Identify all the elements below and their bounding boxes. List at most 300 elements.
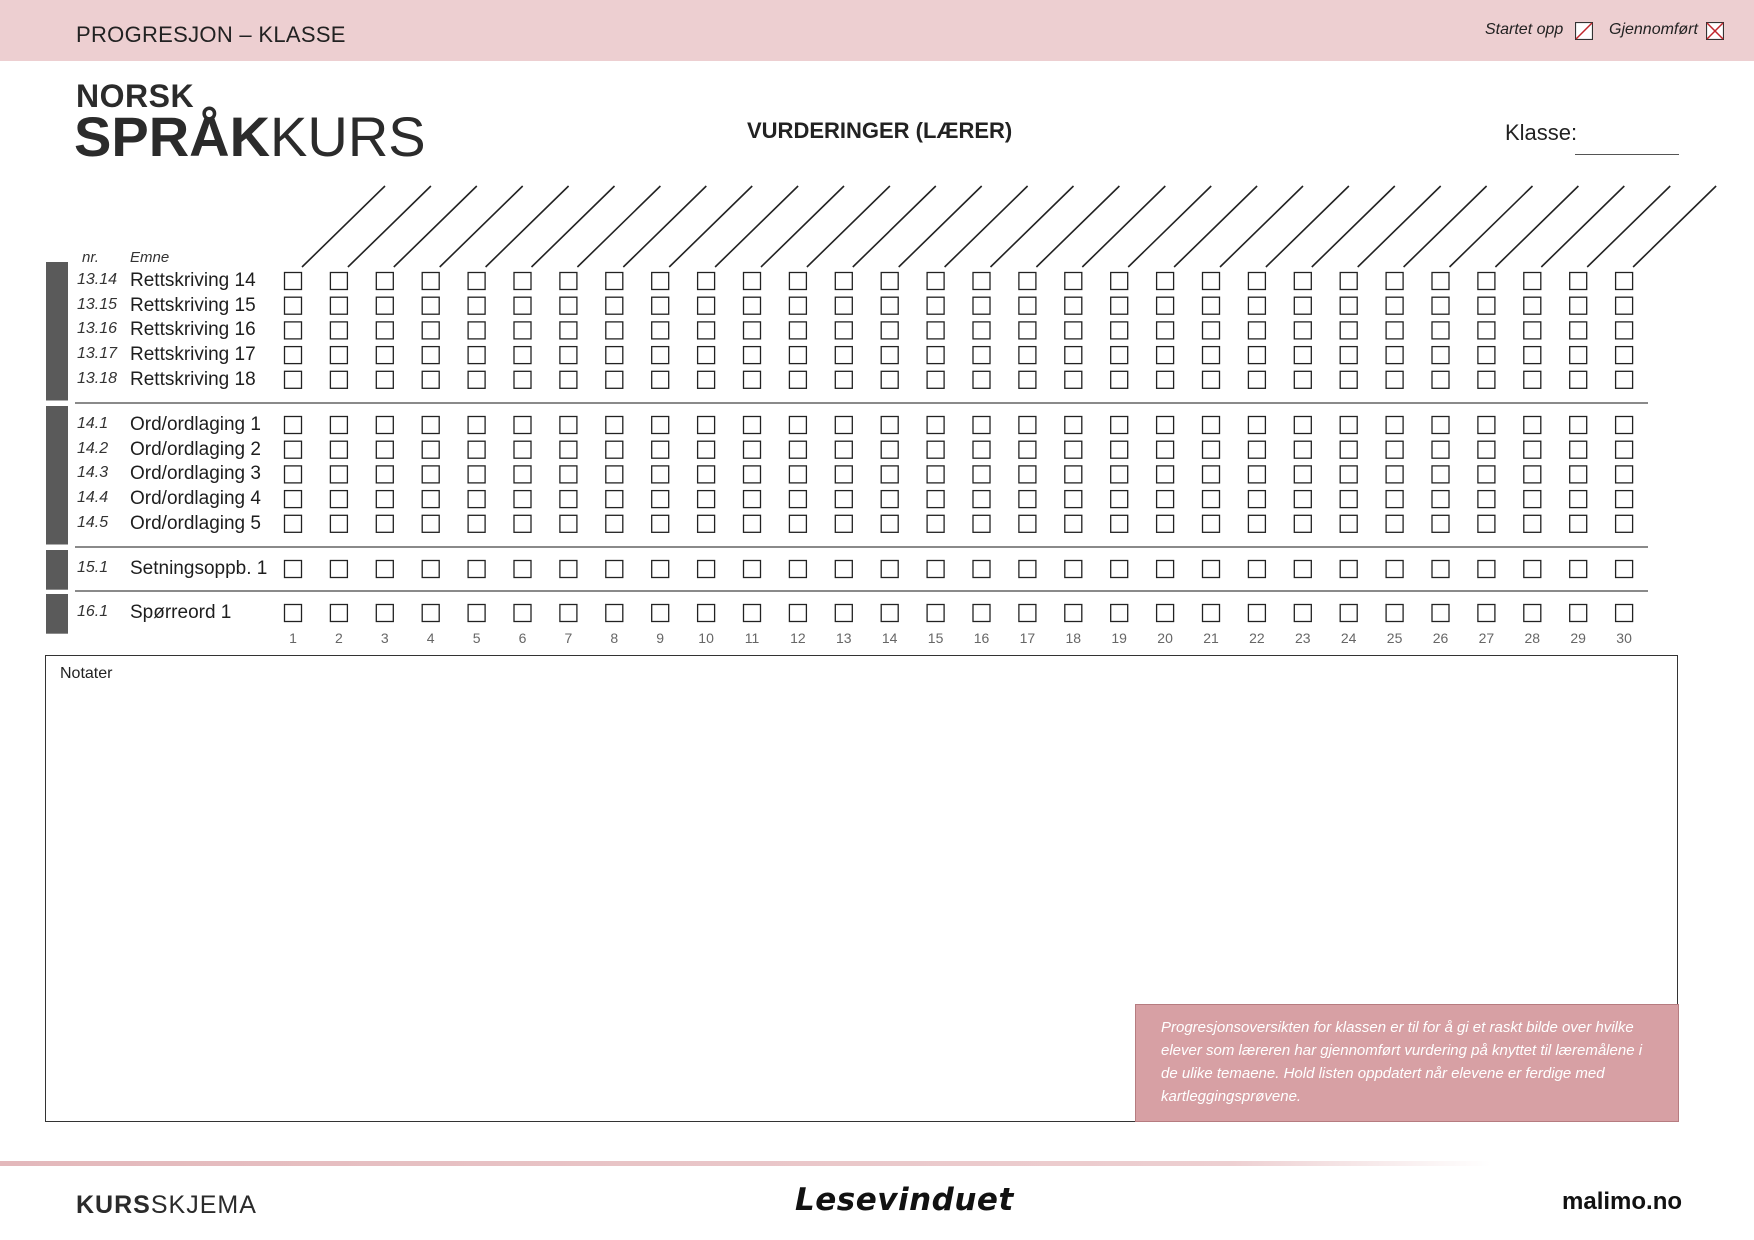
assessment-checkbox[interactable] <box>514 466 531 483</box>
assessment-checkbox[interactable] <box>606 322 623 339</box>
assessment-checkbox[interactable] <box>1065 466 1082 483</box>
assessment-checkbox[interactable] <box>835 441 852 458</box>
assessment-checkbox[interactable] <box>1524 347 1541 364</box>
assessment-checkbox[interactable] <box>1432 466 1449 483</box>
assessment-checkbox[interactable] <box>1340 441 1357 458</box>
assessment-checkbox[interactable] <box>835 297 852 314</box>
column-header-slash[interactable] <box>1358 186 1441 267</box>
assessment-checkbox[interactable] <box>1386 371 1403 388</box>
assessment-checkbox[interactable] <box>285 466 302 483</box>
assessment-checkbox[interactable] <box>330 491 347 508</box>
column-header-slash[interactable] <box>532 186 615 267</box>
assessment-checkbox[interactable] <box>1203 417 1220 434</box>
column-header-slash[interactable] <box>1082 186 1165 267</box>
assessment-checkbox[interactable] <box>1019 441 1036 458</box>
assessment-checkbox[interactable] <box>422 371 439 388</box>
column-header-slash[interactable] <box>761 186 844 267</box>
assessment-checkbox[interactable] <box>1248 273 1265 290</box>
assessment-checkbox[interactable] <box>1340 605 1357 622</box>
assessment-checkbox[interactable] <box>1248 322 1265 339</box>
assessment-checkbox[interactable] <box>514 417 531 434</box>
assessment-checkbox[interactable] <box>1570 297 1587 314</box>
assessment-checkbox[interactable] <box>744 441 761 458</box>
assessment-checkbox[interactable] <box>1019 561 1036 578</box>
assessment-checkbox[interactable] <box>835 491 852 508</box>
assessment-checkbox[interactable] <box>468 605 485 622</box>
assessment-checkbox[interactable] <box>1616 515 1633 532</box>
assessment-checkbox[interactable] <box>514 515 531 532</box>
assessment-checkbox[interactable] <box>330 441 347 458</box>
assessment-checkbox[interactable] <box>789 347 806 364</box>
assessment-checkbox[interactable] <box>973 371 990 388</box>
assessment-checkbox[interactable] <box>1111 371 1128 388</box>
assessment-checkbox[interactable] <box>927 371 944 388</box>
assessment-checkbox[interactable] <box>285 491 302 508</box>
assessment-checkbox[interactable] <box>789 515 806 532</box>
assessment-checkbox[interactable] <box>560 466 577 483</box>
assessment-checkbox[interactable] <box>1524 491 1541 508</box>
column-header-slash[interactable] <box>1128 186 1211 267</box>
assessment-checkbox[interactable] <box>698 322 715 339</box>
assessment-checkbox[interactable] <box>698 371 715 388</box>
assessment-checkbox[interactable] <box>1386 561 1403 578</box>
assessment-checkbox[interactable] <box>1478 322 1495 339</box>
assessment-checkbox[interactable] <box>1111 466 1128 483</box>
assessment-checkbox[interactable] <box>1340 297 1357 314</box>
assessment-checkbox[interactable] <box>514 347 531 364</box>
assessment-checkbox[interactable] <box>606 297 623 314</box>
assessment-checkbox[interactable] <box>927 273 944 290</box>
assessment-checkbox[interactable] <box>1386 417 1403 434</box>
assessment-checkbox[interactable] <box>285 297 302 314</box>
assessment-checkbox[interactable] <box>973 441 990 458</box>
assessment-checkbox[interactable] <box>1065 417 1082 434</box>
assessment-checkbox[interactable] <box>835 605 852 622</box>
assessment-checkbox[interactable] <box>606 561 623 578</box>
assessment-checkbox[interactable] <box>1248 515 1265 532</box>
assessment-checkbox[interactable] <box>376 417 393 434</box>
assessment-checkbox[interactable] <box>1294 297 1311 314</box>
assessment-checkbox[interactable] <box>514 322 531 339</box>
assessment-checkbox[interactable] <box>1340 371 1357 388</box>
assessment-checkbox[interactable] <box>881 273 898 290</box>
assessment-checkbox[interactable] <box>330 347 347 364</box>
assessment-checkbox[interactable] <box>560 441 577 458</box>
assessment-checkbox[interactable] <box>698 273 715 290</box>
assessment-checkbox[interactable] <box>468 371 485 388</box>
column-header-slash[interactable] <box>1174 186 1257 267</box>
assessment-checkbox[interactable] <box>927 605 944 622</box>
assessment-checkbox[interactable] <box>973 605 990 622</box>
assessment-checkbox[interactable] <box>606 491 623 508</box>
assessment-checkbox[interactable] <box>835 466 852 483</box>
assessment-checkbox[interactable] <box>744 417 761 434</box>
assessment-checkbox[interactable] <box>285 441 302 458</box>
assessment-checkbox[interactable] <box>1524 371 1541 388</box>
assessment-checkbox[interactable] <box>1616 297 1633 314</box>
assessment-checkbox[interactable] <box>698 515 715 532</box>
column-header-slash[interactable] <box>1541 186 1624 267</box>
assessment-checkbox[interactable] <box>1065 491 1082 508</box>
assessment-checkbox[interactable] <box>422 561 439 578</box>
assessment-checkbox[interactable] <box>1157 273 1174 290</box>
assessment-checkbox[interactable] <box>1478 561 1495 578</box>
assessment-checkbox[interactable] <box>881 441 898 458</box>
assessment-checkbox[interactable] <box>1570 605 1587 622</box>
assessment-checkbox[interactable] <box>422 605 439 622</box>
assessment-checkbox[interactable] <box>1570 441 1587 458</box>
assessment-checkbox[interactable] <box>1478 417 1495 434</box>
assessment-checkbox[interactable] <box>560 605 577 622</box>
assessment-checkbox[interactable] <box>285 515 302 532</box>
assessment-checkbox[interactable] <box>422 441 439 458</box>
column-header-slash[interactable] <box>669 186 752 267</box>
assessment-checkbox[interactable] <box>1524 297 1541 314</box>
assessment-checkbox[interactable] <box>376 466 393 483</box>
assessment-checkbox[interactable] <box>973 322 990 339</box>
assessment-checkbox[interactable] <box>1157 515 1174 532</box>
assessment-checkbox[interactable] <box>1157 491 1174 508</box>
assessment-checkbox[interactable] <box>1432 347 1449 364</box>
assessment-checkbox[interactable] <box>1065 371 1082 388</box>
assessment-checkbox[interactable] <box>1386 466 1403 483</box>
assessment-checkbox[interactable] <box>1294 605 1311 622</box>
assessment-checkbox[interactable] <box>1248 441 1265 458</box>
assessment-checkbox[interactable] <box>1065 441 1082 458</box>
assessment-checkbox[interactable] <box>1386 273 1403 290</box>
assessment-checkbox[interactable] <box>881 515 898 532</box>
assessment-checkbox[interactable] <box>1294 417 1311 434</box>
assessment-checkbox[interactable] <box>1386 297 1403 314</box>
column-header-slash[interactable] <box>577 186 660 267</box>
assessment-checkbox[interactable] <box>881 297 898 314</box>
assessment-checkbox[interactable] <box>514 491 531 508</box>
assessment-checkbox[interactable] <box>652 605 669 622</box>
assessment-checkbox[interactable] <box>1524 322 1541 339</box>
assessment-checkbox[interactable] <box>1616 322 1633 339</box>
assessment-checkbox[interactable] <box>1524 515 1541 532</box>
assessment-checkbox[interactable] <box>1019 322 1036 339</box>
assessment-checkbox[interactable] <box>1340 515 1357 532</box>
assessment-checkbox[interactable] <box>835 273 852 290</box>
assessment-checkbox[interactable] <box>789 371 806 388</box>
assessment-checkbox[interactable] <box>1386 515 1403 532</box>
assessment-checkbox[interactable] <box>973 491 990 508</box>
assessment-checkbox[interactable] <box>1019 273 1036 290</box>
assessment-checkbox[interactable] <box>468 417 485 434</box>
assessment-checkbox[interactable] <box>1524 273 1541 290</box>
assessment-checkbox[interactable] <box>1248 466 1265 483</box>
assessment-checkbox[interactable] <box>744 605 761 622</box>
assessment-checkbox[interactable] <box>1203 515 1220 532</box>
column-header-slash[interactable] <box>991 186 1074 267</box>
assessment-checkbox[interactable] <box>1478 515 1495 532</box>
assessment-checkbox[interactable] <box>1524 561 1541 578</box>
assessment-checkbox[interactable] <box>285 605 302 622</box>
column-header-slash[interactable] <box>807 186 890 267</box>
assessment-checkbox[interactable] <box>744 466 761 483</box>
assessment-checkbox[interactable] <box>973 273 990 290</box>
assessment-checkbox[interactable] <box>330 466 347 483</box>
assessment-checkbox[interactable] <box>698 491 715 508</box>
assessment-checkbox[interactable] <box>1203 491 1220 508</box>
assessment-checkbox[interactable] <box>560 491 577 508</box>
column-header-slash[interactable] <box>394 186 477 267</box>
column-header-slash[interactable] <box>1404 186 1487 267</box>
column-header-slash[interactable] <box>1266 186 1349 267</box>
assessment-checkbox[interactable] <box>1478 273 1495 290</box>
assessment-checkbox[interactable] <box>330 515 347 532</box>
assessment-checkbox[interactable] <box>1157 466 1174 483</box>
assessment-checkbox[interactable] <box>285 417 302 434</box>
assessment-checkbox[interactable] <box>285 371 302 388</box>
assessment-checkbox[interactable] <box>1065 297 1082 314</box>
assessment-checkbox[interactable] <box>1524 441 1541 458</box>
assessment-checkbox[interactable] <box>1157 297 1174 314</box>
assessment-checkbox[interactable] <box>1294 491 1311 508</box>
assessment-checkbox[interactable] <box>1432 561 1449 578</box>
assessment-checkbox[interactable] <box>1616 561 1633 578</box>
assessment-checkbox[interactable] <box>1203 371 1220 388</box>
assessment-checkbox[interactable] <box>330 561 347 578</box>
assessment-checkbox[interactable] <box>744 273 761 290</box>
assessment-checkbox[interactable] <box>1570 347 1587 364</box>
assessment-checkbox[interactable] <box>652 466 669 483</box>
assessment-checkbox[interactable] <box>1294 371 1311 388</box>
column-header-slash[interactable] <box>1312 186 1395 267</box>
assessment-checkbox[interactable] <box>1340 347 1357 364</box>
assessment-checkbox[interactable] <box>652 273 669 290</box>
assessment-checkbox[interactable] <box>744 371 761 388</box>
assessment-checkbox[interactable] <box>789 273 806 290</box>
assessment-checkbox[interactable] <box>606 273 623 290</box>
column-header-slash[interactable] <box>348 186 431 267</box>
assessment-checkbox[interactable] <box>1432 297 1449 314</box>
assessment-checkbox[interactable] <box>606 466 623 483</box>
assessment-checkbox[interactable] <box>1478 441 1495 458</box>
assessment-checkbox[interactable] <box>285 347 302 364</box>
assessment-checkbox[interactable] <box>1294 466 1311 483</box>
assessment-checkbox[interactable] <box>789 466 806 483</box>
assessment-checkbox[interactable] <box>285 273 302 290</box>
assessment-checkbox[interactable] <box>1111 491 1128 508</box>
assessment-checkbox[interactable] <box>927 491 944 508</box>
assessment-checkbox[interactable] <box>1340 417 1357 434</box>
assessment-checkbox[interactable] <box>422 322 439 339</box>
assessment-checkbox[interactable] <box>1340 322 1357 339</box>
assessment-checkbox[interactable] <box>927 297 944 314</box>
assessment-checkbox[interactable] <box>652 441 669 458</box>
assessment-checkbox[interactable] <box>606 515 623 532</box>
assessment-checkbox[interactable] <box>1432 273 1449 290</box>
assessment-checkbox[interactable] <box>652 297 669 314</box>
assessment-checkbox[interactable] <box>973 466 990 483</box>
assessment-checkbox[interactable] <box>376 297 393 314</box>
assessment-checkbox[interactable] <box>835 347 852 364</box>
assessment-checkbox[interactable] <box>560 322 577 339</box>
assessment-checkbox[interactable] <box>1432 322 1449 339</box>
assessment-checkbox[interactable] <box>1386 605 1403 622</box>
column-header-slash[interactable] <box>623 186 706 267</box>
assessment-checkbox[interactable] <box>1111 347 1128 364</box>
assessment-checkbox[interactable] <box>1570 466 1587 483</box>
assessment-checkbox[interactable] <box>376 491 393 508</box>
assessment-checkbox[interactable] <box>1616 441 1633 458</box>
column-header-slash[interactable] <box>715 186 798 267</box>
assessment-checkbox[interactable] <box>376 322 393 339</box>
assessment-checkbox[interactable] <box>1340 273 1357 290</box>
assessment-checkbox[interactable] <box>1065 561 1082 578</box>
assessment-checkbox[interactable] <box>744 561 761 578</box>
assessment-checkbox[interactable] <box>1340 561 1357 578</box>
assessment-checkbox[interactable] <box>606 417 623 434</box>
assessment-checkbox[interactable] <box>1203 605 1220 622</box>
assessment-checkbox[interactable] <box>376 441 393 458</box>
assessment-checkbox[interactable] <box>1570 561 1587 578</box>
assessment-checkbox[interactable] <box>1294 273 1311 290</box>
assessment-checkbox[interactable] <box>881 605 898 622</box>
assessment-checkbox[interactable] <box>744 322 761 339</box>
assessment-checkbox[interactable] <box>422 297 439 314</box>
assessment-checkbox[interactable] <box>744 297 761 314</box>
assessment-checkbox[interactable] <box>1203 322 1220 339</box>
assessment-checkbox[interactable] <box>835 515 852 532</box>
assessment-checkbox[interactable] <box>698 561 715 578</box>
assessment-checkbox[interactable] <box>1065 515 1082 532</box>
assessment-checkbox[interactable] <box>881 371 898 388</box>
assessment-checkbox[interactable] <box>422 273 439 290</box>
assessment-checkbox[interactable] <box>330 322 347 339</box>
assessment-checkbox[interactable] <box>835 417 852 434</box>
assessment-checkbox[interactable] <box>1111 605 1128 622</box>
assessment-checkbox[interactable] <box>1019 417 1036 434</box>
assessment-checkbox[interactable] <box>468 347 485 364</box>
assessment-checkbox[interactable] <box>1248 605 1265 622</box>
assessment-checkbox[interactable] <box>468 561 485 578</box>
assessment-checkbox[interactable] <box>468 273 485 290</box>
assessment-checkbox[interactable] <box>285 561 302 578</box>
assessment-checkbox[interactable] <box>468 466 485 483</box>
assessment-checkbox[interactable] <box>1065 322 1082 339</box>
assessment-checkbox[interactable] <box>1248 297 1265 314</box>
assessment-checkbox[interactable] <box>927 347 944 364</box>
assessment-checkbox[interactable] <box>1203 561 1220 578</box>
assessment-checkbox[interactable] <box>1432 371 1449 388</box>
assessment-checkbox[interactable] <box>1065 347 1082 364</box>
assessment-checkbox[interactable] <box>422 417 439 434</box>
assessment-checkbox[interactable] <box>1570 417 1587 434</box>
assessment-checkbox[interactable] <box>1386 491 1403 508</box>
assessment-checkbox[interactable] <box>927 466 944 483</box>
assessment-checkbox[interactable] <box>1432 417 1449 434</box>
malimo-link[interactable]: malimo.no <box>1562 1188 1683 1215</box>
assessment-checkbox[interactable] <box>789 561 806 578</box>
assessment-checkbox[interactable] <box>1570 273 1587 290</box>
assessment-checkbox[interactable] <box>652 371 669 388</box>
assessment-checkbox[interactable] <box>1157 605 1174 622</box>
assessment-checkbox[interactable] <box>1524 466 1541 483</box>
assessment-checkbox[interactable] <box>973 297 990 314</box>
assessment-checkbox[interactable] <box>652 515 669 532</box>
assessment-checkbox[interactable] <box>606 441 623 458</box>
assessment-checkbox[interactable] <box>1111 322 1128 339</box>
assessment-checkbox[interactable] <box>1294 441 1311 458</box>
assessment-checkbox[interactable] <box>652 347 669 364</box>
assessment-checkbox[interactable] <box>1203 466 1220 483</box>
assessment-checkbox[interactable] <box>973 347 990 364</box>
assessment-checkbox[interactable] <box>1478 466 1495 483</box>
assessment-checkbox[interactable] <box>927 561 944 578</box>
column-header-slash[interactable] <box>302 186 385 267</box>
assessment-checkbox[interactable] <box>330 297 347 314</box>
assessment-checkbox[interactable] <box>881 417 898 434</box>
assessment-checkbox[interactable] <box>1248 417 1265 434</box>
assessment-checkbox[interactable] <box>1432 515 1449 532</box>
assessment-checkbox[interactable] <box>1616 466 1633 483</box>
assessment-checkbox[interactable] <box>1065 273 1082 290</box>
assessment-checkbox[interactable] <box>1248 371 1265 388</box>
column-header-slash[interactable] <box>853 186 936 267</box>
assessment-checkbox[interactable] <box>1340 491 1357 508</box>
assessment-checkbox[interactable] <box>1157 441 1174 458</box>
assessment-checkbox[interactable] <box>1019 297 1036 314</box>
assessment-checkbox[interactable] <box>376 561 393 578</box>
assessment-checkbox[interactable] <box>1019 466 1036 483</box>
assessment-checkbox[interactable] <box>1616 273 1633 290</box>
assessment-checkbox[interactable] <box>376 371 393 388</box>
column-header-slash[interactable] <box>1495 186 1578 267</box>
assessment-checkbox[interactable] <box>1386 322 1403 339</box>
assessment-checkbox[interactable] <box>1294 347 1311 364</box>
assessment-checkbox[interactable] <box>1524 417 1541 434</box>
assessment-checkbox[interactable] <box>1111 417 1128 434</box>
assessment-checkbox[interactable] <box>789 491 806 508</box>
assessment-checkbox[interactable] <box>1157 371 1174 388</box>
assessment-checkbox[interactable] <box>1432 491 1449 508</box>
assessment-checkbox[interactable] <box>1111 297 1128 314</box>
assessment-checkbox[interactable] <box>1111 441 1128 458</box>
assessment-checkbox[interactable] <box>285 322 302 339</box>
assessment-checkbox[interactable] <box>1478 371 1495 388</box>
assessment-checkbox[interactable] <box>1157 322 1174 339</box>
assessment-checkbox[interactable] <box>881 466 898 483</box>
assessment-checkbox[interactable] <box>698 347 715 364</box>
assessment-checkbox[interactable] <box>376 605 393 622</box>
assessment-checkbox[interactable] <box>1157 347 1174 364</box>
column-header-slash[interactable] <box>1220 186 1303 267</box>
assessment-checkbox[interactable] <box>881 561 898 578</box>
assessment-checkbox[interactable] <box>881 491 898 508</box>
assessment-checkbox[interactable] <box>606 605 623 622</box>
assessment-checkbox[interactable] <box>1616 417 1633 434</box>
assessment-checkbox[interactable] <box>1478 297 1495 314</box>
assessment-checkbox[interactable] <box>1616 371 1633 388</box>
assessment-checkbox[interactable] <box>1616 347 1633 364</box>
assessment-checkbox[interactable] <box>1432 605 1449 622</box>
assessment-checkbox[interactable] <box>881 347 898 364</box>
assessment-checkbox[interactable] <box>468 491 485 508</box>
assessment-checkbox[interactable] <box>789 297 806 314</box>
assessment-checkbox[interactable] <box>1386 441 1403 458</box>
assessment-checkbox[interactable] <box>330 371 347 388</box>
assessment-checkbox[interactable] <box>514 371 531 388</box>
assessment-checkbox[interactable] <box>1019 347 1036 364</box>
assessment-checkbox[interactable] <box>560 297 577 314</box>
assessment-checkbox[interactable] <box>1294 515 1311 532</box>
assessment-checkbox[interactable] <box>468 441 485 458</box>
assessment-checkbox[interactable] <box>789 605 806 622</box>
assessment-checkbox[interactable] <box>1570 322 1587 339</box>
